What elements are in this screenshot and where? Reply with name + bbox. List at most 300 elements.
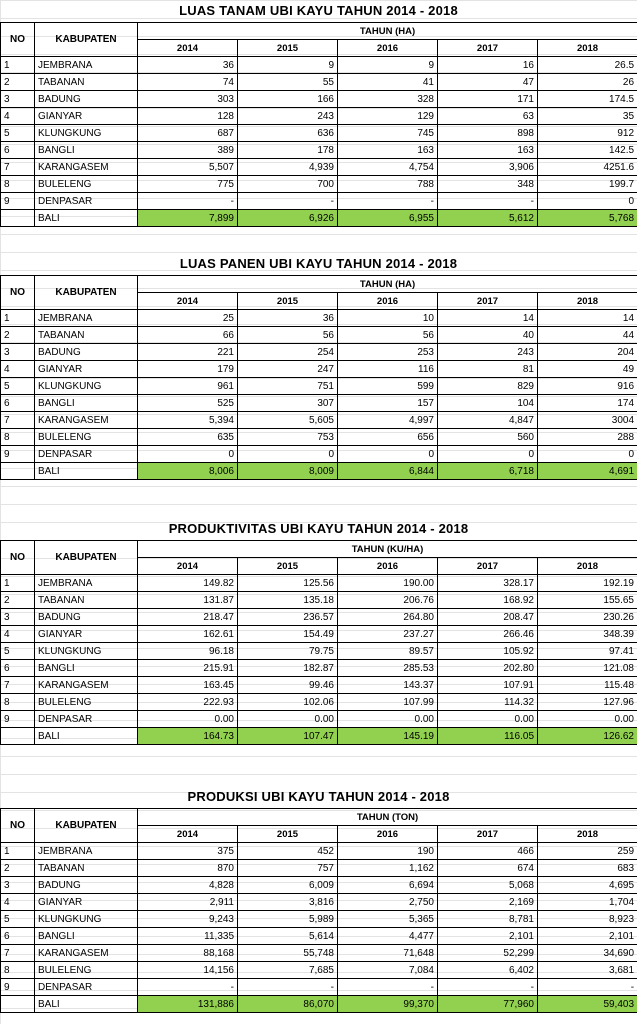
row-number: 6 — [1, 660, 35, 677]
kabupaten-name: BULELENG — [35, 694, 138, 711]
value-cell: 0.00 — [538, 711, 637, 728]
value-cell: 636 — [238, 125, 338, 142]
table-row — [1, 928, 637, 945]
total-value: 86,070 — [238, 996, 338, 1013]
value-cell: 898 — [438, 125, 538, 142]
total-value: 131,886 — [138, 996, 238, 1013]
value-cell: 307 — [238, 395, 338, 412]
value-cell: 74 — [138, 74, 238, 91]
value-cell: 0.00 — [138, 711, 238, 728]
total-blank — [1, 210, 35, 227]
value-cell: 204 — [538, 344, 637, 361]
year-header: 2018 — [538, 558, 637, 575]
year-header: 2017 — [438, 558, 538, 575]
table-title: PRODUKTIVITAS UBI KAYU TAHUN 2014 - 2018 — [168, 521, 469, 536]
value-cell: 788 — [338, 176, 438, 193]
total-label: BALI — [35, 210, 138, 227]
value-cell: 674 — [438, 860, 538, 877]
value-cell: 2,911 — [138, 894, 238, 911]
row-number: 4 — [1, 108, 35, 125]
year-header: 2018 — [538, 826, 637, 843]
value-cell: 14,156 — [138, 962, 238, 979]
row-number: 8 — [1, 176, 35, 193]
row-number: 9 — [1, 979, 35, 996]
value-cell: 0.00 — [238, 711, 338, 728]
value-cell: 452 — [238, 843, 338, 860]
value-cell: 6,694 — [338, 877, 438, 894]
value-cell: 89.57 — [338, 643, 438, 660]
kabupaten-name: JEMBRANA — [35, 57, 138, 74]
value-cell: 14 — [438, 310, 538, 327]
value-cell: 0 — [138, 446, 238, 463]
value-cell: 7,685 — [238, 962, 338, 979]
value-cell: 303 — [138, 91, 238, 108]
kabupaten-name: KLUNGKUNG — [35, 911, 138, 928]
value-cell: 3,681 — [538, 962, 637, 979]
year-unit-header: TAHUN (HA) — [138, 276, 637, 293]
kabupaten-name: DENPASAR — [35, 193, 138, 210]
table-row — [1, 446, 637, 463]
kabupaten-name: BANGLI — [35, 142, 138, 159]
value-cell: 285.53 — [338, 660, 438, 677]
value-cell: - — [238, 193, 338, 210]
year-header: 2014 — [138, 40, 238, 57]
table-row — [1, 125, 637, 142]
total-label: BALI — [35, 728, 138, 745]
table-row — [1, 694, 637, 711]
value-cell: 88,168 — [138, 945, 238, 962]
row-number: 5 — [1, 125, 35, 142]
value-cell: 157 — [338, 395, 438, 412]
kabupaten-name: KARANGASEM — [35, 412, 138, 429]
value-cell: 222.93 — [138, 694, 238, 711]
year-header: 2016 — [338, 558, 438, 575]
total-value: 126.62 — [538, 728, 637, 745]
kabupaten-header: KABUPATEN — [35, 276, 138, 310]
total-value: 99,370 — [338, 996, 438, 1013]
row-number: 7 — [1, 677, 35, 694]
table-row — [1, 378, 637, 395]
row-number: 3 — [1, 344, 35, 361]
value-cell: 10 — [338, 310, 438, 327]
kabupaten-header: KABUPATEN — [35, 541, 138, 575]
row-number: 9 — [1, 446, 35, 463]
value-cell: 127.96 — [538, 694, 637, 711]
value-cell: 35 — [538, 108, 637, 125]
value-cell: 4,828 — [138, 877, 238, 894]
value-cell: - — [238, 979, 338, 996]
table-section — [0, 253, 637, 480]
total-row — [1, 728, 637, 745]
value-cell: - — [438, 193, 538, 210]
kabupaten-name: TABANAN — [35, 592, 138, 609]
value-cell: 3004 — [538, 412, 637, 429]
year-header: 2014 — [138, 293, 238, 310]
year-header: 2014 — [138, 558, 238, 575]
value-cell: 105.92 — [438, 643, 538, 660]
table-row — [1, 911, 637, 928]
table-row — [1, 843, 637, 860]
table-row — [1, 327, 637, 344]
value-cell: 26.5 — [538, 57, 637, 74]
value-cell: 757 — [238, 860, 338, 877]
kabupaten-name: DENPASAR — [35, 446, 138, 463]
kabupaten-name: BANGLI — [35, 395, 138, 412]
value-cell: 0 — [438, 446, 538, 463]
kabupaten-name: JEMBRANA — [35, 843, 138, 860]
row-number: 3 — [1, 91, 35, 108]
value-cell: 36 — [238, 310, 338, 327]
row-number: 8 — [1, 694, 35, 711]
table-row — [1, 142, 637, 159]
data-table — [0, 540, 637, 745]
value-cell: 8,923 — [538, 911, 637, 928]
table-row — [1, 660, 637, 677]
value-cell: 656 — [338, 429, 438, 446]
table-row — [1, 677, 637, 694]
value-cell: 5,989 — [238, 911, 338, 928]
row-number: 6 — [1, 928, 35, 945]
no-header: NO — [1, 23, 35, 57]
value-cell: 56 — [338, 327, 438, 344]
value-cell: 1,162 — [338, 860, 438, 877]
value-cell: 135.18 — [238, 592, 338, 609]
value-cell: 2,101 — [538, 928, 637, 945]
value-cell: 121.08 — [538, 660, 637, 677]
value-cell: 208.47 — [438, 609, 538, 626]
table-title: LUAS TANAM UBI KAYU TAHUN 2014 - 2018 — [179, 3, 458, 18]
total-value: 8,006 — [138, 463, 238, 480]
total-value: 77,960 — [438, 996, 538, 1013]
row-number: 8 — [1, 962, 35, 979]
value-cell: 753 — [238, 429, 338, 446]
value-cell: 178 — [238, 142, 338, 159]
year-header: 2017 — [438, 826, 538, 843]
row-number: 2 — [1, 592, 35, 609]
table-row — [1, 310, 637, 327]
value-cell: 599 — [338, 378, 438, 395]
kabupaten-name: KARANGASEM — [35, 677, 138, 694]
value-cell: 328 — [338, 91, 438, 108]
value-cell: 41 — [338, 74, 438, 91]
value-cell: 52,299 — [438, 945, 538, 962]
table-row — [1, 877, 637, 894]
total-value: 4,691 — [538, 463, 637, 480]
table-row — [1, 894, 637, 911]
value-cell: 259 — [538, 843, 637, 860]
value-cell: 14 — [538, 310, 637, 327]
total-value: 107.47 — [238, 728, 338, 745]
value-cell: 99.46 — [238, 677, 338, 694]
year-unit-header: TAHUN (TON) — [138, 809, 637, 826]
value-cell: 155.65 — [538, 592, 637, 609]
value-cell: 79.75 — [238, 643, 338, 660]
kabupaten-header: KABUPATEN — [35, 809, 138, 843]
value-cell: 243 — [438, 344, 538, 361]
value-cell: 635 — [138, 429, 238, 446]
value-cell: 107.99 — [338, 694, 438, 711]
value-cell: 4,997 — [338, 412, 438, 429]
value-cell: 4,477 — [338, 928, 438, 945]
total-row — [1, 210, 637, 227]
value-cell: 49 — [538, 361, 637, 378]
table-row — [1, 344, 637, 361]
value-cell: 961 — [138, 378, 238, 395]
year-unit-header: TAHUN (HA) — [138, 23, 637, 40]
value-cell: 466 — [438, 843, 538, 860]
value-cell: 81 — [438, 361, 538, 378]
value-cell: 206.76 — [338, 592, 438, 609]
value-cell: 96.18 — [138, 643, 238, 660]
value-cell: 230.26 — [538, 609, 637, 626]
table-row — [1, 57, 637, 74]
value-cell: 236.57 — [238, 609, 338, 626]
total-blank — [1, 463, 35, 480]
header-row — [1, 809, 637, 826]
kabupaten-name: BULELENG — [35, 176, 138, 193]
value-cell: 525 — [138, 395, 238, 412]
value-cell: 237.27 — [338, 626, 438, 643]
value-cell: 8,781 — [438, 911, 538, 928]
table-title: PRODUKSI UBI KAYU TAHUN 2014 - 2018 — [187, 789, 450, 804]
value-cell: 116 — [338, 361, 438, 378]
row-number: 1 — [1, 57, 35, 74]
value-cell: 9 — [238, 57, 338, 74]
year-header: 2016 — [338, 293, 438, 310]
total-blank — [1, 996, 35, 1013]
year-header: 2014 — [138, 826, 238, 843]
total-label: BALI — [35, 996, 138, 1013]
value-cell: 264.80 — [338, 609, 438, 626]
value-cell: 102.06 — [238, 694, 338, 711]
value-cell: 143.37 — [338, 677, 438, 694]
value-cell: 0 — [538, 193, 637, 210]
value-cell: 107.91 — [438, 677, 538, 694]
value-cell: 0 — [238, 446, 338, 463]
row-number: 5 — [1, 643, 35, 660]
value-cell: 5,394 — [138, 412, 238, 429]
table-row — [1, 643, 637, 660]
row-number: 1 — [1, 575, 35, 592]
total-value: 5,612 — [438, 210, 538, 227]
value-cell: 254 — [238, 344, 338, 361]
value-cell: 149.82 — [138, 575, 238, 592]
row-number: 9 — [1, 711, 35, 728]
value-cell: 190 — [338, 843, 438, 860]
kabupaten-name: KLUNGKUNG — [35, 643, 138, 660]
table-row — [1, 429, 637, 446]
value-cell: 25 — [138, 310, 238, 327]
value-cell: 40 — [438, 327, 538, 344]
value-cell: 71,648 — [338, 945, 438, 962]
table-section — [0, 0, 637, 227]
value-cell: 63 — [438, 108, 538, 125]
year-header: 2017 — [438, 293, 538, 310]
kabupaten-name: KARANGASEM — [35, 159, 138, 176]
value-cell: 0.00 — [438, 711, 538, 728]
row-number: 9 — [1, 193, 35, 210]
value-cell: 775 — [138, 176, 238, 193]
value-cell: 36 — [138, 57, 238, 74]
value-cell: 3,816 — [238, 894, 338, 911]
header-row — [1, 541, 637, 558]
value-cell: 328.17 — [438, 575, 538, 592]
row-number: 2 — [1, 860, 35, 877]
row-number: 3 — [1, 877, 35, 894]
table-row — [1, 395, 637, 412]
value-cell: 131.87 — [138, 592, 238, 609]
value-cell: 5,507 — [138, 159, 238, 176]
value-cell: 3,906 — [438, 159, 538, 176]
row-number: 3 — [1, 609, 35, 626]
kabupaten-name: BADUNG — [35, 91, 138, 108]
value-cell: 56 — [238, 327, 338, 344]
value-cell: - — [338, 193, 438, 210]
total-label: BALI — [35, 463, 138, 480]
kabupaten-name: GIANYAR — [35, 626, 138, 643]
total-value: 8,009 — [238, 463, 338, 480]
total-blank — [1, 728, 35, 745]
row-number: 4 — [1, 626, 35, 643]
value-cell: - — [138, 979, 238, 996]
value-cell: 829 — [438, 378, 538, 395]
table-row — [1, 159, 637, 176]
row-number: 6 — [1, 142, 35, 159]
value-cell: 751 — [238, 378, 338, 395]
kabupaten-name: BULELENG — [35, 962, 138, 979]
value-cell: - — [438, 979, 538, 996]
value-cell: 4251.6 — [538, 159, 637, 176]
data-table — [0, 808, 637, 1013]
data-table — [0, 22, 637, 227]
row-number: 7 — [1, 159, 35, 176]
kabupaten-name: GIANYAR — [35, 361, 138, 378]
value-cell: 190.00 — [338, 575, 438, 592]
kabupaten-name: BANGLI — [35, 660, 138, 677]
value-cell: 66 — [138, 327, 238, 344]
value-cell: 348.39 — [538, 626, 637, 643]
table-section — [0, 518, 637, 745]
total-value: 6,955 — [338, 210, 438, 227]
value-cell: 162.61 — [138, 626, 238, 643]
kabupaten-name: JEMBRANA — [35, 310, 138, 327]
kabupaten-name: TABANAN — [35, 860, 138, 877]
kabupaten-name: BULELENG — [35, 429, 138, 446]
total-row — [1, 463, 637, 480]
kabupaten-name: BANGLI — [35, 928, 138, 945]
value-cell: 2,750 — [338, 894, 438, 911]
kabupaten-name: BADUNG — [35, 609, 138, 626]
value-cell: 174.5 — [538, 91, 637, 108]
kabupaten-name: KARANGASEM — [35, 945, 138, 962]
row-number: 5 — [1, 911, 35, 928]
value-cell: 128 — [138, 108, 238, 125]
kabupaten-name: JEMBRANA — [35, 575, 138, 592]
value-cell: 870 — [138, 860, 238, 877]
value-cell: 7,084 — [338, 962, 438, 979]
value-cell: 375 — [138, 843, 238, 860]
value-cell: 912 — [538, 125, 637, 142]
value-cell: 215.91 — [138, 660, 238, 677]
value-cell: 4,847 — [438, 412, 538, 429]
row-number: 7 — [1, 945, 35, 962]
value-cell: 34,690 — [538, 945, 637, 962]
value-cell: 55 — [238, 74, 338, 91]
year-header: 2015 — [238, 293, 338, 310]
year-header: 2015 — [238, 40, 338, 57]
table-row — [1, 592, 637, 609]
row-number: 1 — [1, 310, 35, 327]
table-row — [1, 962, 637, 979]
table-row — [1, 193, 637, 210]
value-cell: 16 — [438, 57, 538, 74]
no-header: NO — [1, 809, 35, 843]
row-number: 4 — [1, 361, 35, 378]
value-cell: 2,169 — [438, 894, 538, 911]
value-cell: 174 — [538, 395, 637, 412]
value-cell: 253 — [338, 344, 438, 361]
table-row — [1, 108, 637, 125]
total-value: 7,899 — [138, 210, 238, 227]
row-number: 5 — [1, 378, 35, 395]
kabupaten-name: KLUNGKUNG — [35, 125, 138, 142]
value-cell: 171 — [438, 91, 538, 108]
total-value: 116.05 — [438, 728, 538, 745]
value-cell: 6,009 — [238, 877, 338, 894]
value-cell: 125.56 — [238, 575, 338, 592]
row-number: 1 — [1, 843, 35, 860]
kabupaten-name: TABANAN — [35, 74, 138, 91]
header-row — [1, 23, 637, 40]
row-number: 6 — [1, 395, 35, 412]
table-section — [0, 786, 637, 1013]
row-number: 8 — [1, 429, 35, 446]
table-row — [1, 626, 637, 643]
value-cell: 9,243 — [138, 911, 238, 928]
value-cell: 687 — [138, 125, 238, 142]
table-row — [1, 609, 637, 626]
value-cell: 247 — [238, 361, 338, 378]
value-cell: 0 — [538, 446, 637, 463]
total-value: 6,844 — [338, 463, 438, 480]
total-value: 164.73 — [138, 728, 238, 745]
value-cell: 44 — [538, 327, 637, 344]
table-row — [1, 91, 637, 108]
value-cell: 97.41 — [538, 643, 637, 660]
table-row — [1, 860, 637, 877]
value-cell: 683 — [538, 860, 637, 877]
table-row — [1, 176, 637, 193]
table-row — [1, 74, 637, 91]
value-cell: 202.80 — [438, 660, 538, 677]
value-cell: 163.45 — [138, 677, 238, 694]
kabupaten-name: DENPASAR — [35, 979, 138, 996]
total-value: 5,768 — [538, 210, 637, 227]
value-cell: 154.49 — [238, 626, 338, 643]
year-header: 2016 — [338, 826, 438, 843]
total-value: 6,926 — [238, 210, 338, 227]
value-cell: 55,748 — [238, 945, 338, 962]
value-cell: 163 — [338, 142, 438, 159]
year-unit-header: TAHUN (KU/HA) — [138, 541, 637, 558]
year-header: 2015 — [238, 558, 338, 575]
table-row — [1, 945, 637, 962]
value-cell: 182.87 — [238, 660, 338, 677]
row-number: 2 — [1, 327, 35, 344]
value-cell: 560 — [438, 429, 538, 446]
value-cell: 115.48 — [538, 677, 637, 694]
value-cell: 166 — [238, 91, 338, 108]
